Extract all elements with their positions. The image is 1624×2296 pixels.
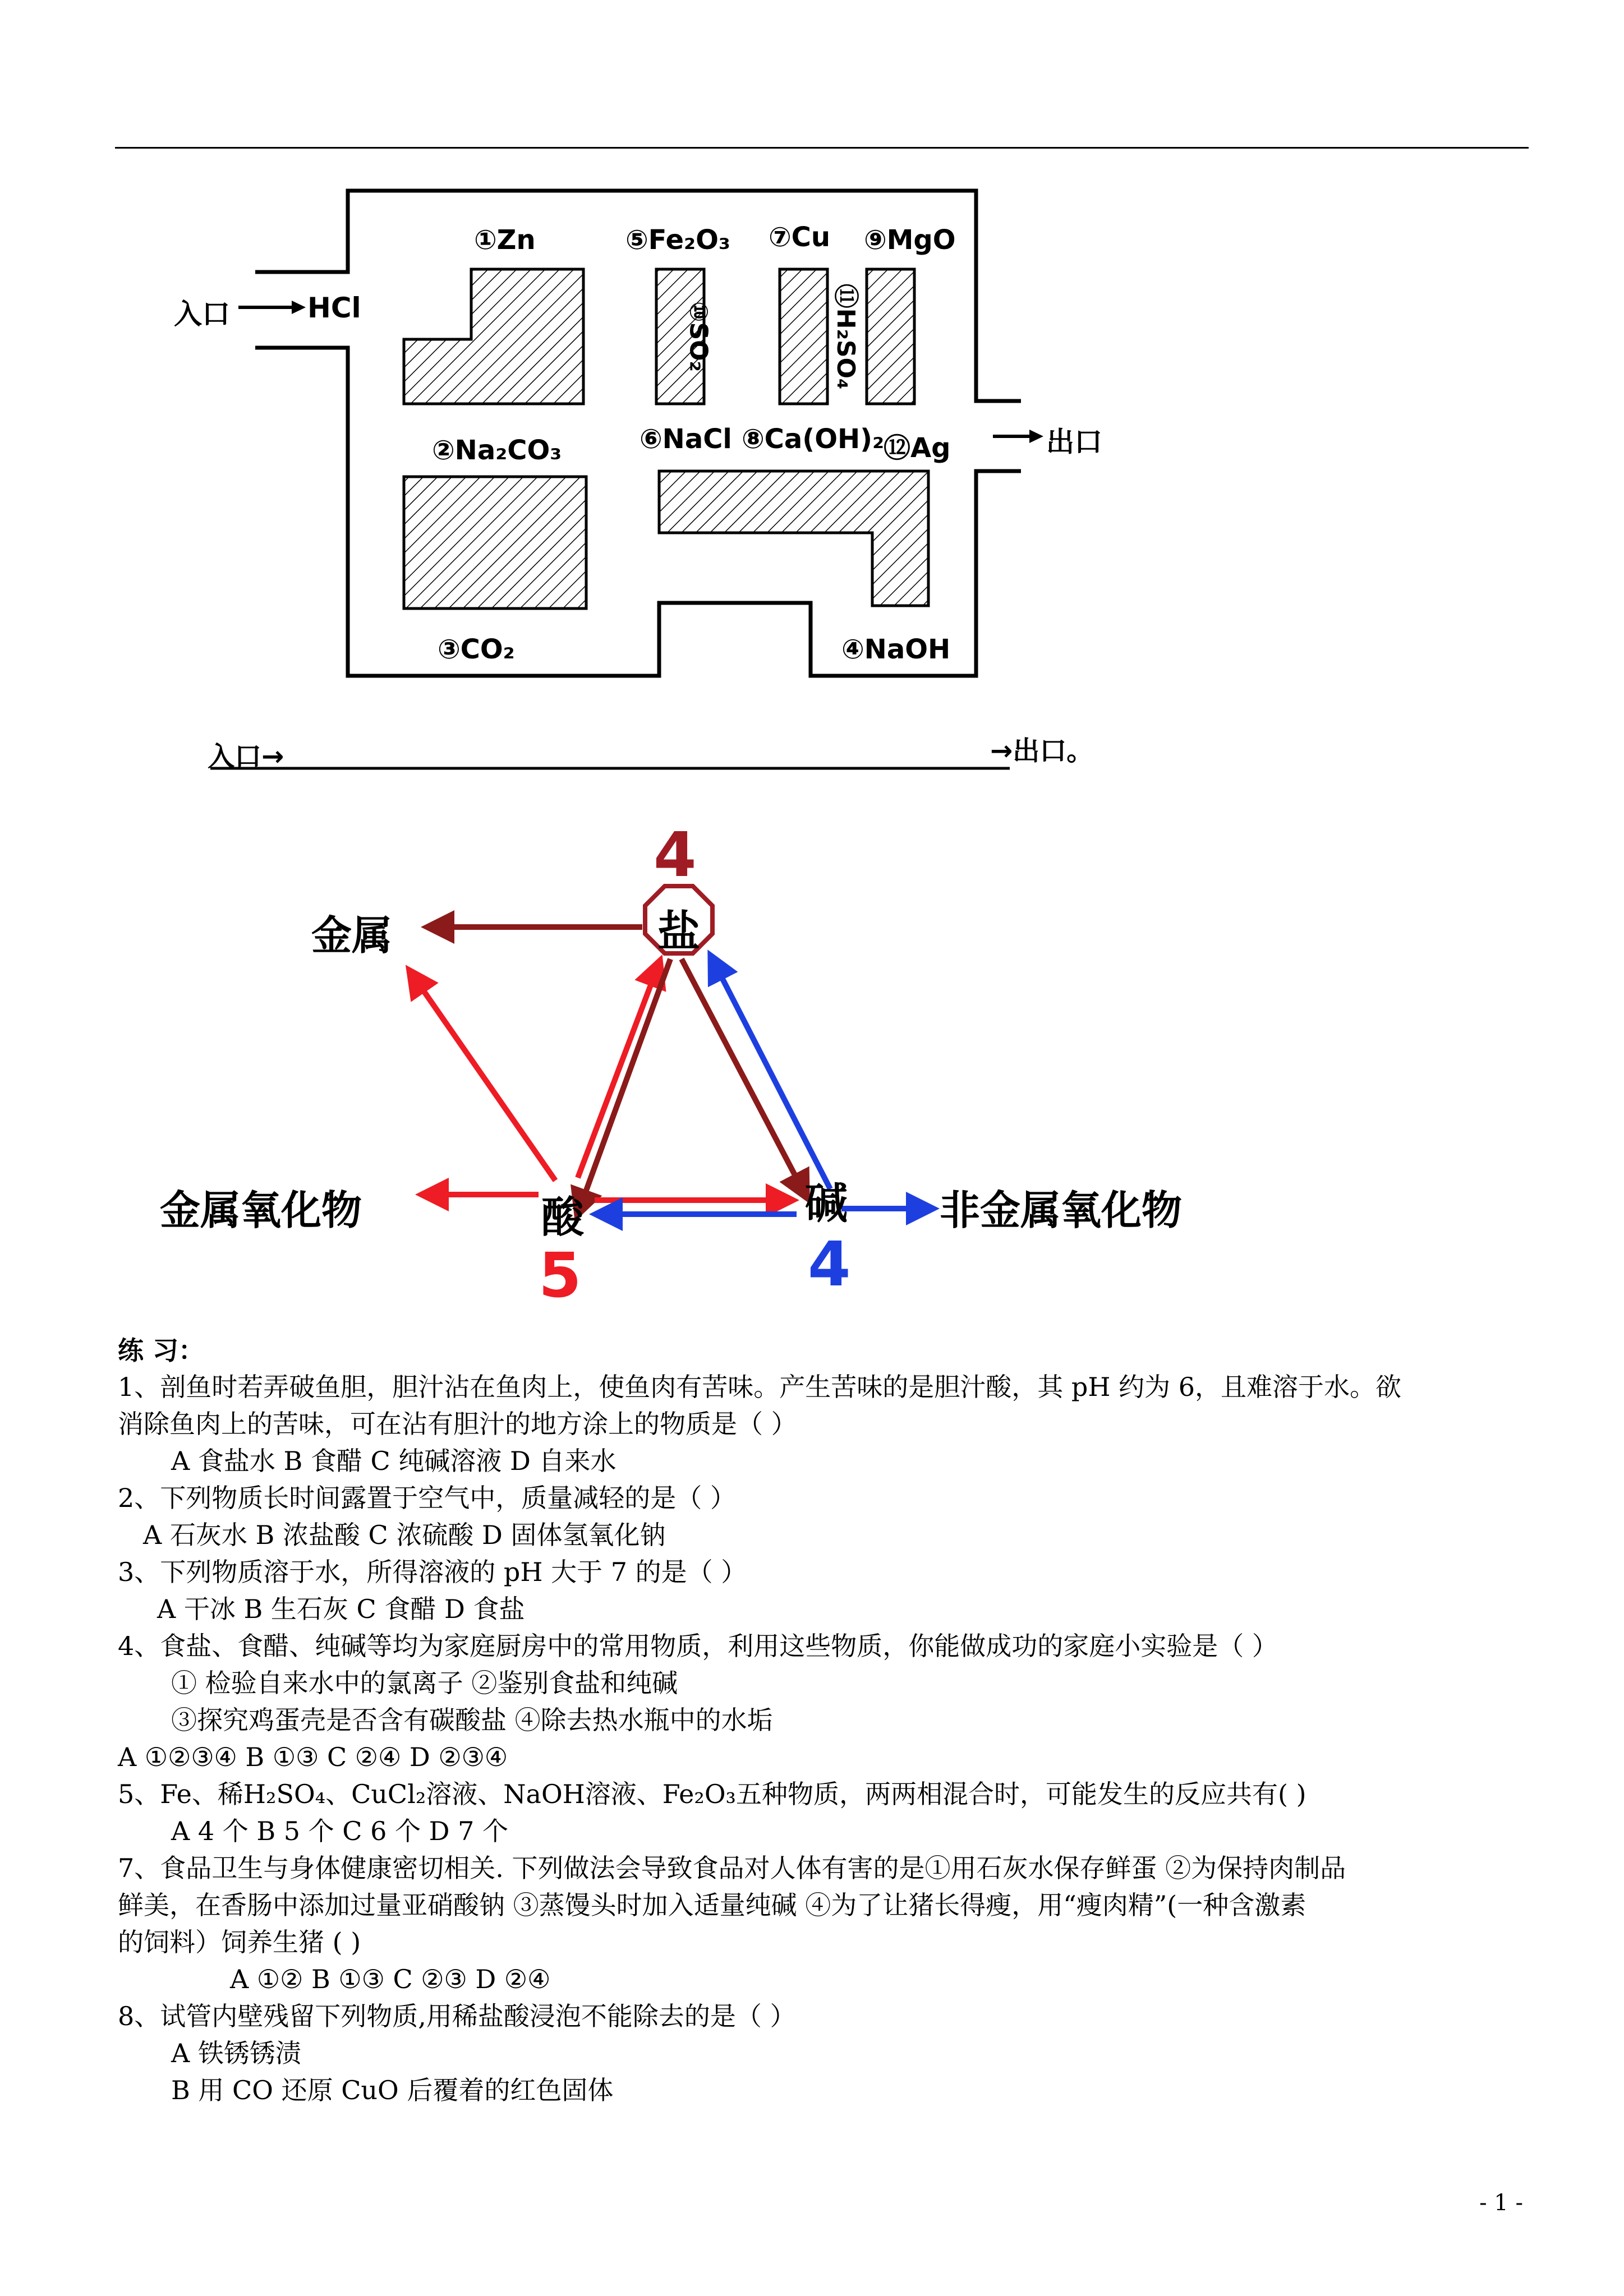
maze-entrance-label: 入口	[174, 298, 230, 330]
question-7-line-3: 的饲料）饲养生猪 ( )	[118, 1927, 361, 1957]
station-caoh2: ⑧Ca(OH)₂	[742, 423, 885, 455]
question-3-options: A 干冰 B 生石灰 C 食醋 D 食盐	[157, 1594, 525, 1624]
question-7-options: A ①② B ①③ C ②③ D ②④	[230, 1964, 551, 1994]
station-mgo: ⑨MgO	[864, 224, 956, 256]
question-2-stem: 2、下列物质长时间露置于空气中，质量减轻的是（ ）	[118, 1483, 736, 1513]
answer-end: →出口。	[990, 735, 1094, 767]
station-cu: ⑦Cu	[769, 222, 831, 253]
question-1-line-1: 1、剖鱼时若弄破鱼胆，胆汁沾在鱼肉上，使鱼肉有苦味。产生苦味的是胆汁酸，其 pH 约为 6，且难溶于水。欲	[118, 1372, 1401, 1402]
maze-entrance-reagent: HCl	[307, 292, 361, 324]
station-so2: ⑩SO₂	[684, 301, 713, 372]
station-ag: ⑫Ag	[884, 432, 951, 464]
station-fe2o3: ⑤Fe₂O₃	[625, 224, 730, 256]
salt-count: 4	[654, 819, 697, 891]
station-nacl: ⑥NaCl	[640, 423, 732, 455]
question-1-line-2: 消除鱼肉上的苦味，可在沾有胆汁的地方涂上的物质是（ ）	[118, 1409, 797, 1439]
question-4-item-b: ③探究鸡蛋壳是否含有碳酸盐 ④除去热水瓶中的水垢	[171, 1705, 773, 1735]
acid-count: 5	[539, 1239, 582, 1311]
question-3-stem: 3、下列物质溶于水，所得溶液的 pH 大于 7 的是（ ）	[118, 1557, 747, 1587]
question-5-stem: 5、Fe、稀H₂SO₄、CuCl₂溶液、NaOH溶液、Fe₂O₃五种物质，两两相混合时，可能发生的反应共有( )	[118, 1779, 1306, 1809]
station-h2so4: ⑪H₂SO₄	[831, 283, 860, 390]
question-4-item-a: ① 检验自来水中的氯离子 ②鉴别食盐和纯碱	[171, 1668, 678, 1698]
question-4-options: A ①②③④ B ①③ C ②④ D ②③④	[118, 1742, 508, 1772]
question-8-option-b: B 用 CO 还原 CuO 后覆着的红色固体	[171, 2075, 614, 2105]
node-base: 碱	[805, 1178, 848, 1228]
question-1-options: A 食盐水 B 食醋 C 纯碱溶液 D 自来水	[171, 1446, 617, 1476]
node-metal: 金属	[311, 912, 393, 959]
station-na2co3: ②Na₂CO₃	[432, 435, 562, 466]
question-7-line-2: 鲜美，在香肠中添加过量亚硝酸钠 ③蒸馒头时加入适量纯碱 ④为了让猪长得瘦，用“瘦肉精”(一种含激素	[118, 1890, 1306, 1920]
question-7-line-1: 7、食品卫生与身体健康密切相关. 下列做法会导致食品对人体有害的是①用石灰水保存鲜蛋 ②为保持肉制品	[118, 1853, 1346, 1883]
question-5-options: A 4 个 B 5 个 C 6 个 D 7 个	[171, 1816, 509, 1846]
maze-exit-label: 出口	[1046, 426, 1102, 458]
answer-start: 入口→	[208, 741, 284, 772]
question-8-stem: 8、试管内壁残留下列物质,用稀盐酸浸泡不能除去的是（ ）	[118, 2001, 796, 2031]
exercise-heading: 练 习：	[118, 1335, 205, 1366]
question-2-options: A 石灰水 B 浓盐酸 C 浓硫酸 D 固体氢氧化钠	[143, 1520, 666, 1550]
node-nonmetal-oxide: 非金属氧化物	[940, 1187, 1183, 1234]
question-8-option-a: A 铁锈锈渍	[171, 2038, 301, 2068]
node-salt: 盐	[657, 906, 700, 956]
node-metal-oxide: 金属氧化物	[160, 1187, 362, 1234]
station-naoh: ④NaOH	[841, 634, 951, 665]
base-count: 4	[808, 1228, 851, 1300]
station-co2: ③CO₂	[438, 634, 515, 665]
page-number: - 1 -	[1479, 2190, 1523, 2216]
node-acid: 酸	[541, 1192, 584, 1242]
question-4-stem: 4、食盐、食醋、纯碱等均为家庭厨房中的常用物质，利用这些物质，你能做成功的家庭小实验是（ ）	[118, 1631, 1278, 1661]
station-zn: ①Zn	[474, 224, 536, 256]
